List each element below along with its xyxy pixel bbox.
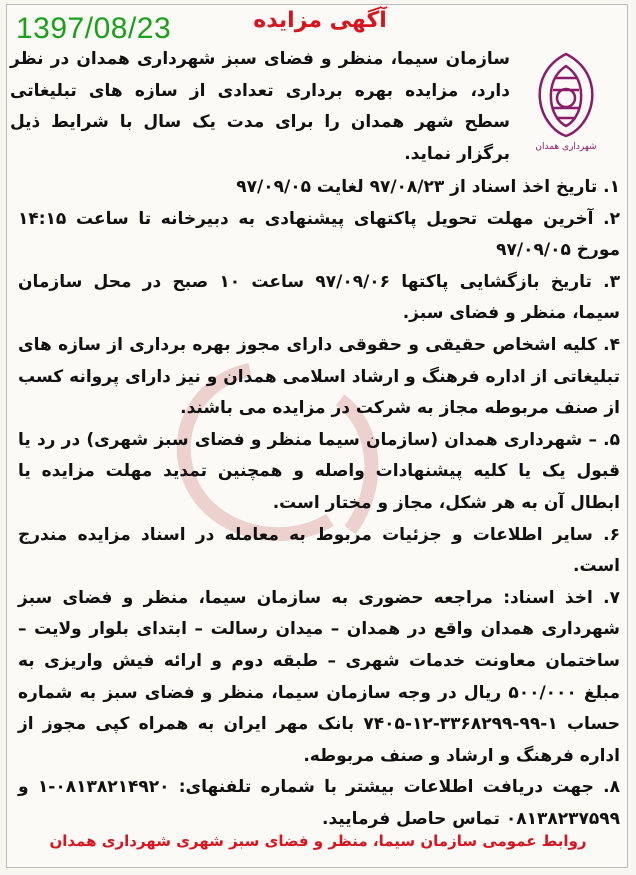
condition-item-2: ۲. آخرین مهلت تحویل پاکتهای پیشنهادی به دبیرخانه تا ساعت ۱۴:۱۵ مورخ ۹۷/۰۹/۰۵	[18, 208, 620, 261]
condition-item-5: ۵. – شهرداری همدان (سازمان سیما منظر و فضای سبز شهری) در رد یا قبول یک یا کلیه پیشنهادات واصله و همچنین تمدید مهلت مزایده یا ابطال آن به هر شکل، مجاز و مختار است.	[18, 429, 620, 513]
condition-item-4: ۴. کلیه اشخاص حقیقی و حقوقی دارای مجوز بهره برداری از سازه های تبلیغاتی از اداره فرهنگ و ارشاد اسلامی همدان و نیز دارای پروانه کسب از صنف مربوطه مجاز به شرکت در مزایده می باشند.	[18, 334, 620, 419]
municipality-logo	[516, 48, 616, 158]
condition-item-7: ۷. اخذ اسناد: مراجعه حضوری به سازمان سیما، منظر و فضای سبز شهرداری همدان واقع در همدان – میدان رسالت – ابتدای بلوار ولایت – ساختمان معاونت خدمات شهری – طبقه دوم و ارائه فیش واریزی به مبلغ ۵۰۰/۰۰۰ ریال در وجه سازمان سیما، منظر و فضای سبز به شماره حساب ۱-۹۹-۳۳۶۸۲۹۹-۱۲-۷۴۰۵ بانک مهر ایران به همراه کپی مجوز از اداره فرهنگ و ارشاد و صنف مربوطه.	[18, 587, 620, 766]
ad-title: آگهی مزایده	[253, 8, 387, 33]
condition-item-3: ۳. تاریخ بازگشایی پاکتها ۹۷/۰۹/۰۶ ساعت ۱۰ صبح در محل سازمان سیما، منظر و فضای سبز.	[18, 271, 621, 324]
conditions-list	[18, 172, 620, 835]
condition-item-8: ۸. جهت دریافت اطلاعات بیشتر با شماره تلفنهای: ۰۸۱۳۸۲۱۴۹۲۰-۱ و ۰۸۱۳۸۲۳۷۵۹۹ تماس حاصل فرمایید.	[18, 777, 620, 829]
condition-item-6: ۶. سایر اطلاعات و جزئیات مربوط به معامله در اسناد مزایده مندرج است.	[18, 524, 620, 577]
condition-item-1: ۱. تاریخ اخذ اسناد از ۹۷/۰۸/۲۳ لغایت ۹۷/۰۹/۰۵	[236, 177, 620, 197]
public-relations-footer: روابط عمومی سازمان سیما، منظر و فضای سبز شهری شهرداری همدان	[49, 832, 587, 850]
date-stamp: 1397/08/23	[16, 12, 172, 45]
intro-paragraph: سازمان سیما، منظر و فضای سبز شهرداری همدان در نظر دارد، مزایده بهره برداری تعدادی از سازه های تبلیغاتی سطح شهر همدان را برای مدت یک سال با شرایط ذیل برگزار نماید.	[10, 49, 510, 164]
logo-caption: شهرداری همدان	[535, 142, 597, 152]
logo-emblem-icon	[516, 48, 616, 140]
